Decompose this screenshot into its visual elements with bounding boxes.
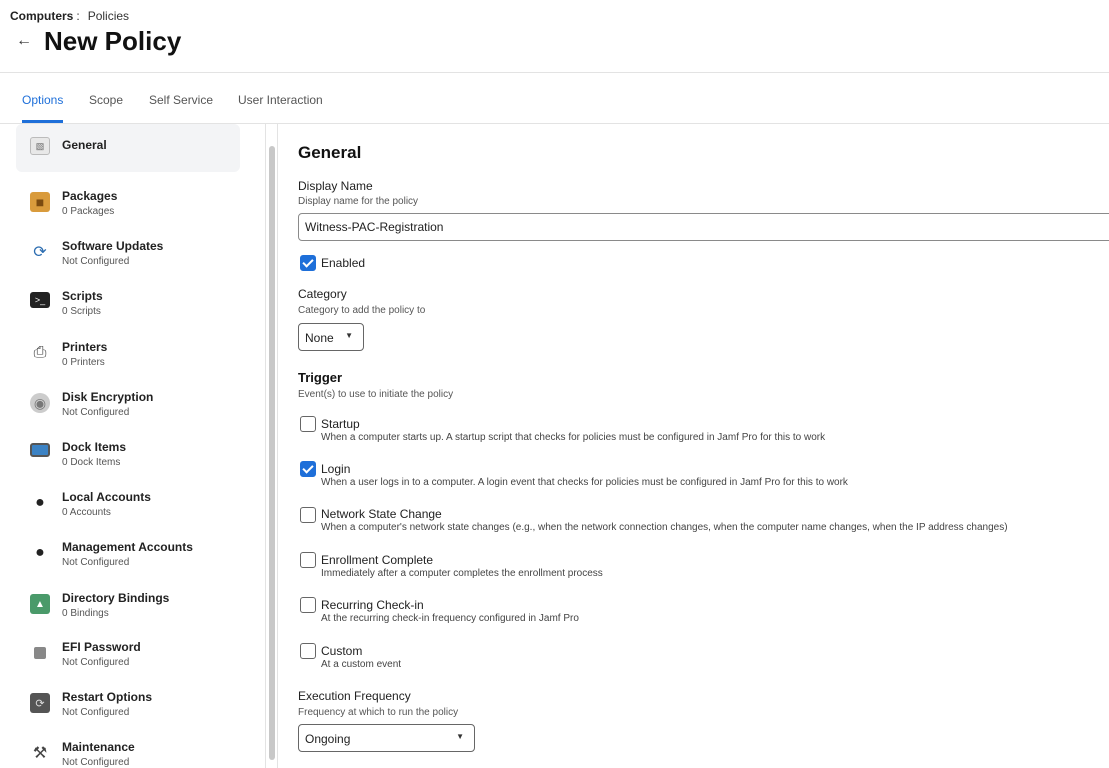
sidebar-item-label: Directory Bindings [62,591,170,605]
enabled-checkbox[interactable] [300,255,316,271]
page-header [0,0,1109,73]
sidebar-item-management-accounts[interactable] [16,530,240,578]
sidebar-item-software-updates[interactable] [16,229,240,277]
options-sidebar [0,124,266,768]
breadcrumb-separator: : [76,9,80,23]
execution-frequency-help: Frequency at which to run the policy [298,707,459,718]
sidebar-item-sub: Not Configured [62,657,130,668]
sidebar-item-label: Printers [62,340,108,354]
sidebar-item-label: General [62,138,107,152]
trigger-startup-checkbox[interactable] [300,416,316,432]
sidebar-item-disk-encryption[interactable] [16,380,240,428]
sidebar-scrollbar[interactable] [266,124,278,768]
sidebar-item-sub: 0 Accounts [62,507,111,518]
display-name-help: Display name for the policy [298,196,419,207]
trigger-network-state-change-checkbox[interactable] [300,507,316,523]
breadcrumb-policies[interactable]: Policies [87,9,130,23]
trigger-network-state-change-desc: When a computer's network state changes (e.g., when the network connection changes, when the computer name changes, when the IP address changes) [321,522,1008,533]
sidebar-item-packages[interactable] [16,179,240,227]
category-label: Category [298,287,347,301]
sidebar-item-restart-options[interactable] [16,680,240,728]
printer-icon: ⎙ [33,344,47,361]
trigger-recurring-check-in-checkbox[interactable] [300,597,316,613]
tab-bar [0,73,1109,124]
general-icon: ▧ [30,137,50,155]
software-update-icon: ⟳ [33,244,47,261]
package-icon: ■ [30,192,50,212]
sidebar-item-sub: Not Configured [62,557,130,568]
sidebar-item-efi-password[interactable] [16,630,240,678]
page-title: New Policy [44,26,182,56]
trigger-recurring-check-in-label: Recurring Check-in [321,598,424,612]
tab-user-interaction[interactable]: User Interaction [238,93,323,107]
category-select[interactable] [298,323,364,351]
caret-down-icon: ▼ [345,331,353,340]
tools-icon: ⚒ [32,745,48,762]
directory-icon: ▲ [30,594,50,614]
sidebar-item-label: Maintenance [62,740,135,754]
category-help: Category to add the policy to [298,305,426,316]
general-panel [279,124,1109,768]
tab-scope[interactable]: Scope [89,93,124,107]
sidebar-item-label: Dock Items [62,440,127,454]
sidebar-item-label: Management Accounts [62,540,193,554]
trigger-login-label: Login [321,462,351,476]
sidebar-item-maintenance[interactable] [16,730,240,768]
restart-icon: ⟳ [30,693,50,713]
sidebar-item-sub: 0 Bindings [62,608,109,619]
sidebar-item-sub: Not Configured [62,256,130,267]
trigger-custom-label: Custom [321,644,363,658]
sidebar-item-directory-bindings[interactable] [16,581,240,629]
sidebar-item-sub: 0 Dock Items [62,457,121,468]
sidebar-item-local-accounts[interactable] [16,480,240,528]
caret-down-icon: ▼ [456,732,464,741]
trigger-enrollment-complete-desc: Immediately after a computer completes the enrollment process [321,568,603,579]
display-name-input[interactable] [298,213,1109,241]
breadcrumb-computers[interactable]: Computers [10,9,74,23]
sidebar-item-sub: Not Configured [62,407,130,418]
tab-self-service[interactable]: Self Service [149,93,214,107]
sidebar-item-label: Scripts [62,289,103,303]
sidebar-item-dock-items[interactable] [16,430,240,478]
trigger-custom-desc: At a custom event [321,659,402,670]
sidebar-item-general[interactable] [16,124,240,172]
sidebar-item-label: Disk Encryption [62,390,154,404]
sidebar-item-sub: Not Configured [62,707,130,718]
disk-icon: ◉ [30,393,50,413]
scrollbar-thumb[interactable] [269,146,275,760]
lock-icon [34,647,46,659]
trigger-startup-desc: When a computer starts up. A startup script that checks for policies must be configured in Jamf Pro for this to work [321,432,826,443]
trigger-login-desc: When a user logs in to a computer. A login event that checks for policies must be configured in Jamf Pro for this to work [321,477,848,488]
terminal-icon: >_ [30,292,50,308]
sidebar-item-label: Local Accounts [62,490,151,504]
sidebar-item-scripts[interactable] [16,279,240,327]
sidebar-item-label: Packages [62,189,118,203]
section-title: General [298,143,362,162]
tab-options[interactable]: Options [22,93,64,107]
back-arrow-icon[interactable]: ← [16,32,32,49]
category-value: None [305,331,334,345]
sidebar-item-printers[interactable] [16,330,240,378]
execution-frequency-select[interactable] [298,724,475,752]
trigger-title: Trigger [298,370,343,385]
display-name-label: Display Name [298,179,373,193]
sidebar-item-label: EFI Password [62,640,141,654]
enabled-label: Enabled [321,256,366,270]
sidebar-item-sub: Not Configured [62,757,130,768]
breadcrumb [10,9,129,23]
trigger-login-checkbox[interactable] [300,461,316,477]
trigger-enrollment-complete-label: Enrollment Complete [321,553,434,567]
execution-frequency-label: Execution Frequency [298,689,411,703]
sidebar-item-label: Software Updates [62,239,164,253]
trigger-network-state-change-label: Network State Change [321,507,442,521]
sidebar-item-label: Restart Options [62,690,153,704]
trigger-recurring-check-in-desc: At the recurring check-in frequency configured in Jamf Pro [321,613,579,624]
trigger-help: Event(s) to use to initiate the policy [298,389,454,400]
user-icon: ● [35,494,45,511]
trigger-enrollment-complete-checkbox[interactable] [300,552,316,568]
sidebar-item-sub: 0 Packages [62,206,115,217]
monitor-icon [30,443,50,457]
sidebar-item-sub: 0 Scripts [62,306,101,317]
trigger-startup-label: Startup [321,417,360,431]
execution-frequency-value: Ongoing [305,732,351,746]
sidebar-item-sub: 0 Printers [62,357,105,368]
admin-user-icon: ● [35,544,45,561]
trigger-custom-checkbox[interactable] [300,643,316,659]
